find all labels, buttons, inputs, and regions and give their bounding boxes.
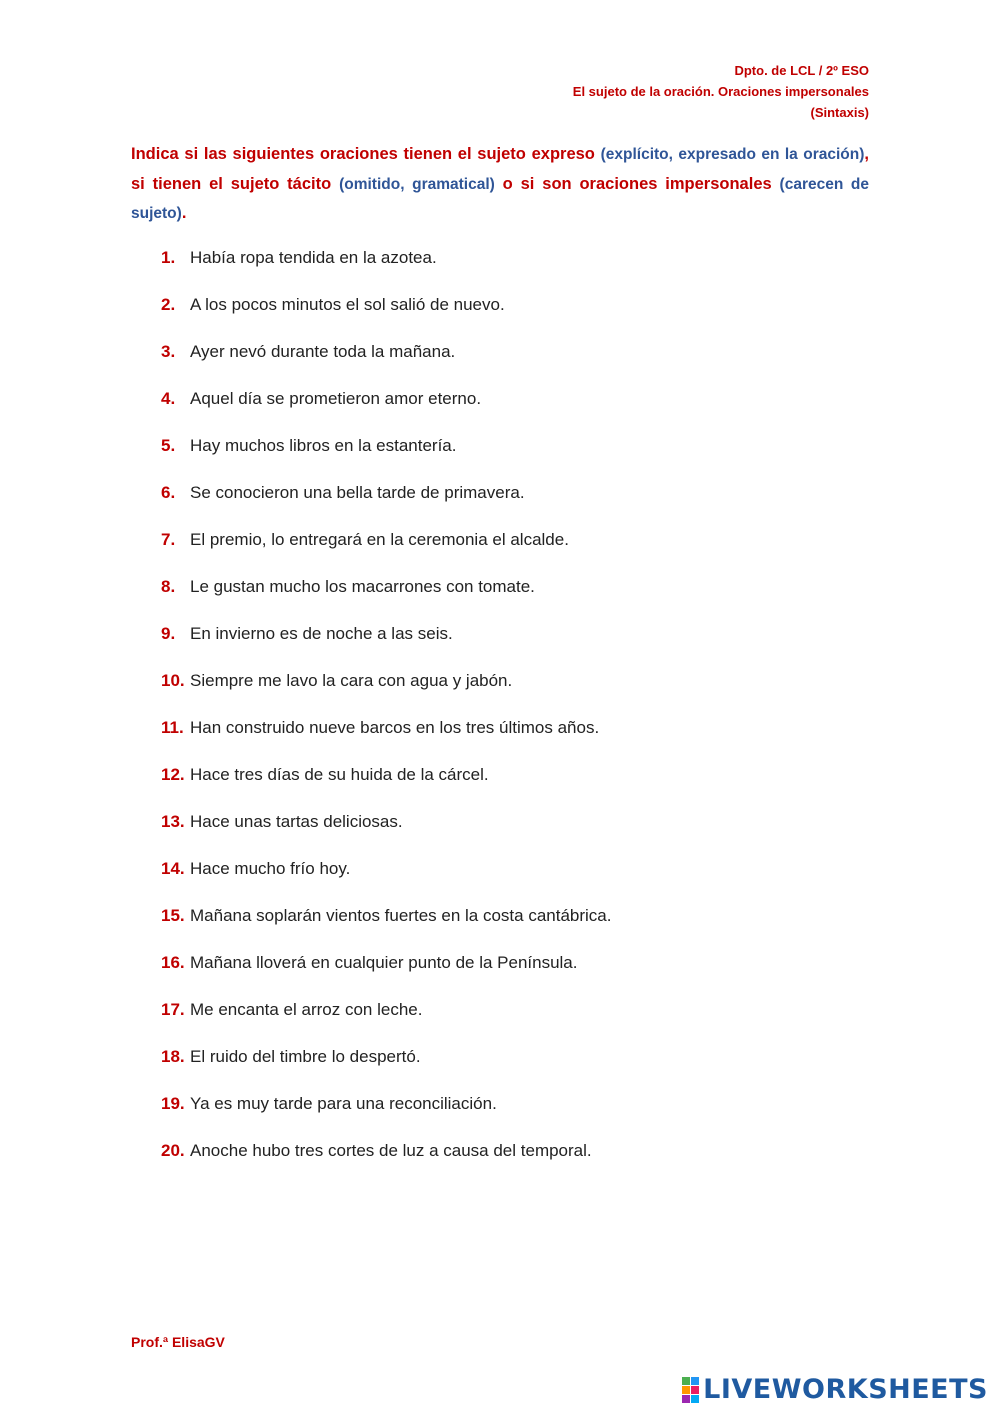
item-number: 13. bbox=[161, 812, 185, 831]
instructions-part-1: Indica si las siguientes oraciones tienen el sujeto expreso bbox=[131, 145, 601, 163]
list-item bbox=[161, 244, 611, 291]
item-number: 5. bbox=[161, 436, 176, 455]
item-number: 16. bbox=[161, 953, 185, 972]
item-number: 20. bbox=[161, 1141, 185, 1160]
item-number: 14. bbox=[161, 859, 185, 878]
item-text: Aquel día se prometieron amor eterno. bbox=[190, 389, 482, 408]
item-number: 15. bbox=[161, 906, 185, 925]
list-item bbox=[161, 1137, 611, 1184]
instructions-part-2: , si tienen el sujeto tácito bbox=[131, 145, 869, 193]
list-item bbox=[161, 996, 611, 1043]
list-item bbox=[161, 338, 611, 385]
item-text: Mañana soplarán vientos fuertes en la costa cantábrica. bbox=[190, 906, 612, 925]
list-item bbox=[161, 761, 611, 808]
list-item bbox=[161, 808, 611, 855]
item-text: Hace mucho frío hoy. bbox=[190, 859, 351, 878]
item-number: 8. bbox=[161, 577, 176, 596]
item-text: En invierno es de noche a las seis. bbox=[190, 624, 453, 643]
item-text: Siempre me lavo la cara con agua y jabón. bbox=[190, 671, 513, 690]
item-text: Se conocieron una bella tarde de primavera. bbox=[190, 483, 525, 502]
list-item bbox=[161, 714, 611, 761]
list-item bbox=[161, 526, 611, 573]
item-text: Han construido nueve barcos en los tres últimos años. bbox=[190, 718, 600, 737]
item-text: Me encanta el arroz con leche. bbox=[190, 1000, 423, 1019]
instructions-note-1: (explícito, expresado en la oración) bbox=[600, 146, 865, 163]
item-number: 12. bbox=[161, 765, 185, 784]
liveworksheets-brand[interactable] bbox=[682, 1374, 988, 1405]
instructions bbox=[131, 140, 869, 229]
page-header bbox=[573, 60, 869, 123]
instructions-note-3: (carecen de sujeto) bbox=[131, 175, 869, 222]
item-text: Hace tres días de su huida de la cárcel. bbox=[190, 765, 489, 784]
list-item bbox=[161, 291, 611, 338]
item-number: 11. bbox=[161, 718, 184, 737]
liveworksheets-logo-icon bbox=[682, 1377, 699, 1403]
list-item bbox=[161, 620, 611, 667]
footer-author: Prof.ª ElisaGV bbox=[131, 1334, 225, 1350]
item-text: Hace unas tartas deliciosas. bbox=[190, 812, 403, 831]
list-item bbox=[161, 949, 611, 996]
item-text: El ruido del timbre lo despertó. bbox=[190, 1047, 421, 1066]
list-item bbox=[161, 855, 611, 902]
item-number: 17. bbox=[161, 1000, 185, 1019]
list-item bbox=[161, 385, 611, 432]
header-department: Dpto. de LCL / 2º ESO bbox=[734, 63, 869, 78]
item-number: 4. bbox=[161, 389, 176, 408]
item-text: Ya es muy tarde para una reconciliación. bbox=[190, 1094, 497, 1113]
item-text: Había ropa tendida en la azotea. bbox=[190, 248, 437, 267]
item-text: Mañana lloverá en cualquier punto de la Península. bbox=[190, 953, 578, 972]
sentence-list bbox=[161, 244, 611, 1184]
list-item bbox=[161, 432, 611, 479]
item-number: 2. bbox=[161, 295, 176, 314]
item-number: 3. bbox=[161, 342, 176, 361]
instructions-part-3: o si son oraciones impersonales bbox=[494, 174, 780, 193]
item-number: 18. bbox=[161, 1047, 185, 1066]
item-number: 9. bbox=[161, 624, 176, 643]
item-number: 1. bbox=[161, 248, 176, 267]
list-item bbox=[161, 573, 611, 620]
item-text: El premio, lo entregará en la ceremonia el alcalde. bbox=[190, 530, 569, 549]
header-topic: El sujeto de la oración. Oraciones impersonales bbox=[572, 84, 869, 99]
instructions-part-4: . bbox=[181, 204, 187, 222]
list-item bbox=[161, 1043, 611, 1090]
item-text: Hay muchos libros en la estantería. bbox=[190, 436, 457, 455]
header-subject: (Sintaxis) bbox=[810, 105, 869, 120]
item-number: 6. bbox=[161, 483, 176, 502]
instructions-note-2: (omitido, gramatical) bbox=[339, 175, 495, 193]
list-item bbox=[161, 1090, 611, 1137]
item-text: A los pocos minutos el sol salió de nuevo. bbox=[190, 295, 505, 314]
list-item bbox=[161, 479, 611, 526]
list-item bbox=[161, 667, 611, 714]
item-text: Anoche hubo tres cortes de luz a causa del temporal. bbox=[190, 1141, 592, 1160]
list-item bbox=[161, 902, 611, 949]
item-text: Le gustan mucho los macarrones con tomate. bbox=[190, 577, 535, 596]
item-text: Ayer nevó durante toda la mañana. bbox=[190, 342, 456, 361]
item-number: 7. bbox=[161, 530, 176, 549]
item-number: 19. bbox=[161, 1094, 185, 1113]
brand-text: LIVEWORKSHEETS bbox=[703, 1374, 988, 1405]
item-number: 10. bbox=[161, 671, 185, 690]
